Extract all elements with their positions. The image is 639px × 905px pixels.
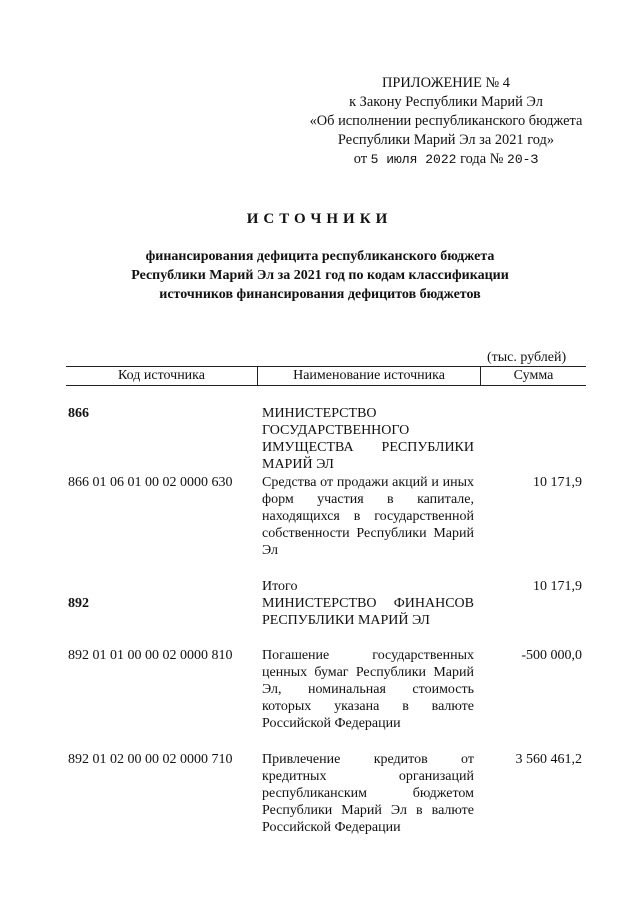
units-label: (тыс. рублей) — [487, 350, 567, 365]
subtitle-line-1: финансирования дефицита республиканского бюджета — [145, 249, 495, 264]
row-0-code: 866 — [68, 406, 89, 421]
row-1-name: Средства от продажи акций и иных форм участия в капитале, находящихся в государственной собственности Республики Марий Эл — [262, 475, 474, 558]
row-4-sum: -500 000,0 — [521, 648, 582, 663]
law-number: 20-З — [507, 152, 539, 167]
appendix-header — [270, 74, 622, 169]
law-date: 5 июля 2022 — [370, 152, 457, 167]
row-1-sum: 10 171,9 — [533, 475, 582, 490]
row-2-name: Итого — [262, 579, 298, 594]
row-1-code: 866 01 06 01 00 02 0000 630 — [68, 475, 233, 490]
document-subtitle — [80, 247, 560, 304]
appendix-line-4: Республики Марий Эл за 2021 год» — [337, 132, 555, 148]
header-top-border — [66, 366, 586, 367]
date-mid: года № — [460, 151, 504, 167]
header-name: Наименование источника — [293, 368, 445, 383]
subtitle-line-3: источников финансирования дефицитов бюджетов — [159, 287, 481, 302]
row-0-name: МИНИСТЕРСТВО ГОСУДАРСТВЕННОГО ИМУЩЕСТВА РЕСПУБЛИКИ МАРИЙ ЭЛ — [262, 406, 474, 472]
row-4-code: 892 01 01 00 00 02 0000 810 — [68, 648, 233, 663]
header-code: Код источника — [118, 368, 205, 383]
row-3-name: МИНИСТЕРСТВО ФИНАНСОВ РЕСПУБЛИКИ МАРИЙ ЭЛ — [262, 596, 474, 628]
row-4-name: Погашение государственных ценных бумаг Республики Марий Эл, номинальная стоимость которых указана в валюте Российской Федерации — [262, 648, 474, 731]
appendix-line-2: к Закону Республики Марий Эл — [349, 94, 543, 110]
row-5-code: 892 01 02 00 00 02 0000 710 — [68, 752, 233, 767]
appendix-date-line — [270, 150, 622, 169]
row-5-name: Привлечение кредитов от кредитных организаций республиканским бюджетом Республики Марий Эл в валюте Российской Федерации — [262, 752, 474, 835]
document-title: ИСТОЧНИКИ — [246, 211, 393, 227]
header-sum: Сумма — [513, 368, 554, 383]
appendix-line-1: ПРИЛОЖЕНИЕ № 4 — [382, 75, 510, 91]
date-prefix: от — [353, 151, 368, 167]
appendix-line-3: «Об исполнении республиканского бюджета — [309, 113, 583, 129]
row-2-sum: 10 171,9 — [533, 579, 582, 594]
row-3-code: 892 — [68, 596, 89, 611]
subtitle-line-2: Республики Марий Эл за 2021 год по кодам классификации — [131, 268, 509, 283]
row-5-sum: 3 560 461,2 — [515, 752, 582, 767]
header-bottom-border — [66, 385, 586, 386]
